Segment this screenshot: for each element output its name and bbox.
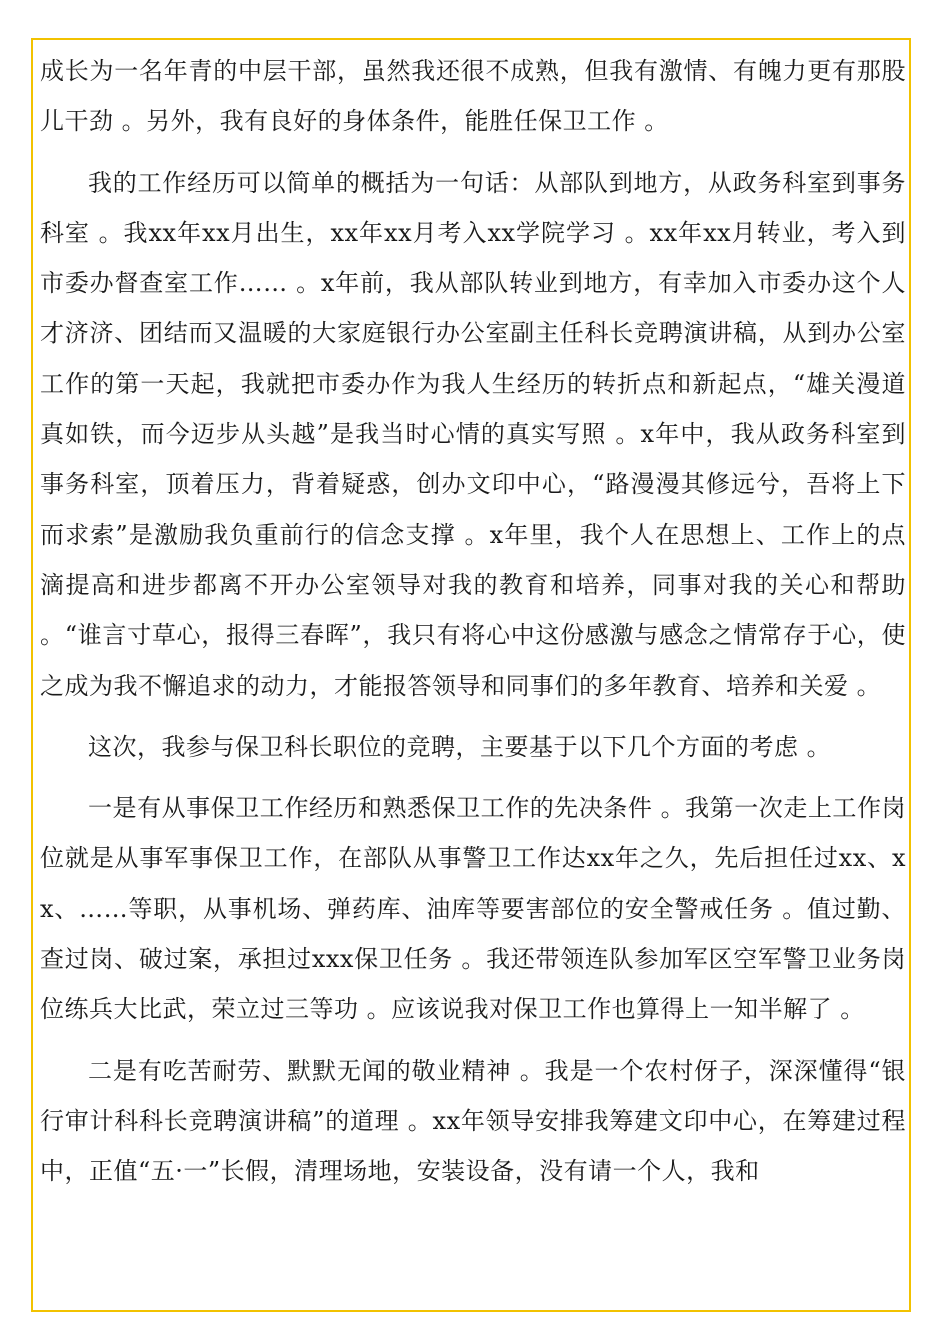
paragraph-3: 这次，我参与保卫科长职位的竞聘，主要基于以下几个方面的考虑 。 (88, 732, 832, 761)
paragraph-1: 成长为一名年青的中层干部，虽然我还很不成熟，但我有激情、有魄力更有那股儿干劲 。另外，我有良好的身体条件，能胜任保卫工作 。 (40, 57, 906, 136)
paragraph-4: 一是有从事保卫工作经历和熟悉保卫工作的先决条件 。我第一次走上工作岗位就是从事军事保卫工作，在部队从事警卫工作达xx年之久，先后担任过xx、xx、……等职，从事机场、弹药库、油库等要害部位的安全警戒任务 。值过勤、查过岗、破过案，承担过xxx保卫任务 。我还带领连队参加军区空军警卫业务岗位练兵大比武，荣立过三等功 。应该说我对保卫工作也算得上一知半解了 。 (40, 794, 906, 1024)
paragraph-2: 我的工作经历可以简单的概括为一句话：从部队到地方，从政务科室到事务科室 。我xx年xx月出生，xx年xx月考入xx学院学习 。xx年xx月转业，考入到市委办督查室工作…… 。x年前，我从部队转业到地方，有幸加入市委办这个人才济济、团结而又温暖的大家庭银行办公室副主任科长竞聘演讲稿，从到办公室工作的第一天起，我就把市委办作为我人生经历的转折点和新起点，“雄关漫道真如铁，而今迈步从头越”是我当时心情的真实写照 。x年中，我从政务科室到事务科室，顶着压力，背着疑惑，创办文印中心，“路漫漫其修远兮，吾将上下而求索”是激励我负重前行的信念支撑 。x年里，我个人在思想上、工作上的点滴提高和进步都离不开办公室领导对我的教育和培养，同事对我的关心和帮助 。“谁言寸草心，报得三春晖”，我只有将心中这份感激与感念之情常存于心，使之成为我不懈追求的动力，才能报答领导和同事们的多年教育、培养和关爱 。 (40, 168, 906, 700)
document-body (40, 46, 906, 1197)
paragraph-5: 二是有吃苦耐劳、默默无闻的敬业精神 。我是一个农村伢子，深深懂得“银行审计科科长竞聘演讲稿”的道理 。xx年领导安排我筹建文印中心，在筹建过程中，正值“五·一”长假，清理场地，安装设备，没有请一个人，我和 (40, 1056, 906, 1186)
